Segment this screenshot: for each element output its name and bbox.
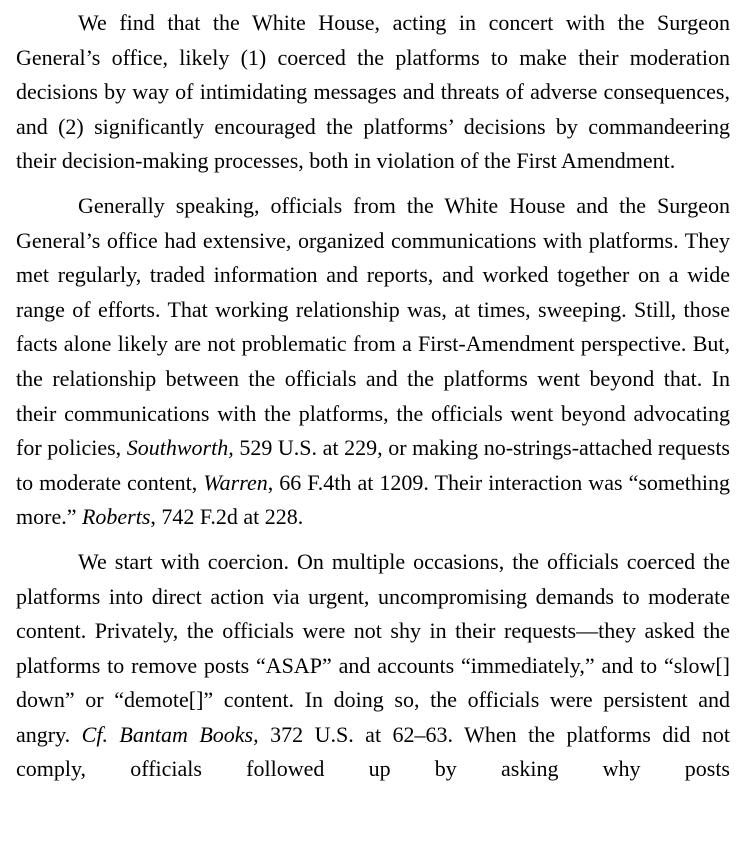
paragraph-1-text: We find that the White House, acting in concert with the Surgeon General’s office, likely (1) coerced the platforms to make their moderation decisions by way of intimidating messages and threats of adverse consequences, and (2) significantly encouraged the platforms’ decisions by commandeering their decision-making processes, both in violation of the First Amendment. <box>16 10 730 174</box>
paragraph-2-text: Generally speaking, officials from the White House and the Surgeon General’s office had extensive, organized communications with platforms. They met regularly, traded information and reports, and worked together on a wide range of efforts. That working relationship was, at times, sweeping. Still, those facts alone likely are not problematic from a First-Amendment perspective. But, the relationship between the officials and the platforms went beyond that. In their communications with the platforms, the officials went beyond advocating for policies, <box>16 192 730 461</box>
case-citation-bantam-books: Cf. Bantam Books <box>81 721 254 747</box>
paragraph-3-text: , 372 U.S. at 62–63. When the platforms did not comply, officials followed up by asking why posts <box>16 721 730 782</box>
case-citation-roberts: Roberts <box>81 504 151 530</box>
paragraph-2-text: , 66 F.4th at 1209. Their interaction was “something more.” <box>16 469 730 530</box>
paragraph-3 <box>16 545 730 787</box>
case-citation-warren: Warren <box>203 469 268 495</box>
case-citation-southworth: Southworth, <box>126 435 234 461</box>
paragraph-2-text: , 742 F.2d at 228. <box>150 504 304 530</box>
paragraph-3-text: We start with coercion. On multiple occasions, the officials coerced the platforms into direct action via urgent, uncompromising demands to moderate content. Privately, the officials were not shy in their requests—they asked the platforms to remove posts “ASAP” and accounts “immediately,” and to “slow[] down” or “demote[]” content. In doing so, the officials were persistent and angry. <box>16 548 730 747</box>
paragraph-2-text: 529 U.S. at 229, or making no-strings-attached requests to moderate content, <box>16 435 730 495</box>
paragraph-2 <box>16 189 730 535</box>
paragraph-1 <box>16 6 730 179</box>
document-page <box>16 0 730 787</box>
